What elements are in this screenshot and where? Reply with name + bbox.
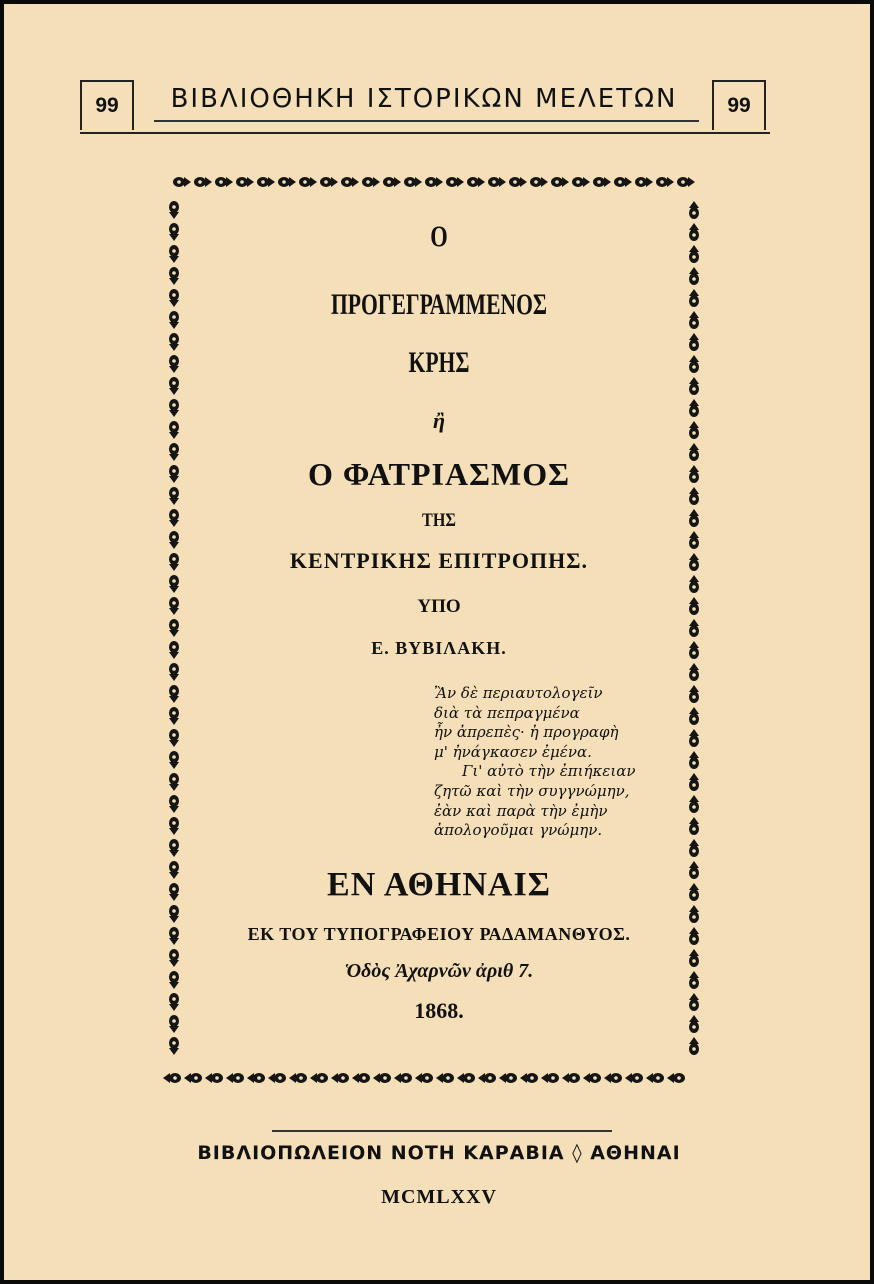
fleuron-ornament [689,223,699,241]
fleuron-ornament [520,1073,538,1083]
fleuron-ornament [169,663,179,681]
fleuron-ornament [169,509,179,527]
fleuron-ornament [169,1037,179,1055]
fleuron-ornament [625,1073,643,1083]
reprint-year: MCMLXXV [381,1186,497,1208]
fleuron-ornament [656,177,674,187]
fleuron-ornament [572,177,590,187]
epigraph-line: Ἂν δὲ περιαυτολογεῖν [434,684,603,702]
fleuron-ornament [341,177,359,187]
fleuron-ornament [169,267,179,285]
fleuron-ornament [169,377,179,395]
fleuron-ornament [667,1073,685,1083]
fleuron-ornament [689,795,699,813]
ornament-row-top [173,177,695,187]
fleuron-ornament [169,223,179,241]
fleuron-ornament [530,177,548,187]
series-number-left: 99 [80,80,134,130]
fleuron-ornament [509,177,527,187]
fleuron-ornament [499,1073,517,1083]
fleuron-ornament [299,177,317,187]
fleuron-ornament [215,177,233,187]
fleuron-ornament [689,817,699,835]
fleuron-ornament [689,619,699,637]
fleuron-ornament [689,311,699,329]
fleuron-ornament [169,201,179,219]
fleuron-ornament [169,575,179,593]
fleuron-ornament [289,1073,307,1083]
fleuron-ornament [689,267,699,285]
fleuron-ornament [689,575,699,593]
imprint-press: ΕΚ ΤΟΥ ΤΥΠΟΓΡΑΦΕΙΟΥ ΡΑΔΑΜΑΝΘΥΟΣ. [247,924,631,944]
fleuron-ornament [331,1073,349,1083]
fleuron-ornament [604,1073,622,1083]
epigraph-line: ἐὰν καὶ παρὰ τὴν ἐμὴν [434,801,608,820]
subtitle-line-1: Ο ΦΑΤΡΙΑΣΜΟΣ [307,456,571,492]
fleuron-ornament [226,1073,244,1083]
fleuron-ornament [677,177,695,187]
fleuron-ornament [446,177,464,187]
fleuron-ornament [689,377,699,395]
imprint-place: ΕΝ ΑΘΗΝΑΙΣ [327,866,551,903]
fleuron-ornament [689,201,699,219]
fleuron-ornament [278,177,296,187]
fleuron-ornament [689,663,699,681]
fleuron-ornament [689,729,699,747]
epigraph-line: μ' ἠνάγκασεν ἐμένα. [434,742,592,761]
title-line-1: ΠΡΟΓΕΓΡΑΜΜΕΝΟΣ [330,288,547,321]
fleuron-ornament [247,1073,265,1083]
fleuron-ornament [169,773,179,791]
fleuron-ornament [467,177,485,187]
title-article: Ο [430,220,448,253]
fleuron-ornament [320,177,338,187]
fleuron-ornament [689,355,699,373]
publisher-rule [272,1130,612,1132]
fleuron-ornament [551,177,569,187]
fleuron-ornament [457,1073,475,1083]
fleuron-ornament [169,751,179,769]
fleuron-ornament [689,751,699,769]
author-name: Ε. ΒΥΒΙΛΑΚΗ. [371,638,507,658]
fleuron-ornament [169,795,179,813]
epigraph [434,684,664,841]
fleuron-ornament [394,1073,412,1083]
fleuron-ornament [169,817,179,835]
fleuron-ornament [689,531,699,549]
epigraph-line: ἦν ἀπρεπὲς· ἡ προγραφὴ [434,723,619,742]
fleuron-ornament [689,245,699,263]
fleuron-ornament [635,177,653,187]
author-prefix: ΥΠΟ [417,596,461,617]
fleuron-ornament [689,509,699,527]
fleuron-ornament [169,333,179,351]
fleuron-ornament [425,177,443,187]
fleuron-ornament [583,1073,601,1083]
fleuron-ornament [415,1073,433,1083]
fleuron-ornament [169,355,179,373]
fleuron-ornament [169,905,179,923]
fleuron-ornament [169,289,179,307]
fleuron-ornament [562,1073,580,1083]
fleuron-ornament [169,619,179,637]
epigraph-line: Γι' αὐτὸ τὴν ἐπιήκειαν [462,762,636,781]
fleuron-ornament [689,685,699,703]
fleuron-ornament [310,1073,328,1083]
fleuron-ornament [169,311,179,329]
fleuron-ornament [373,1073,391,1083]
fleuron-ornament [205,1073,223,1083]
fleuron-ornament [436,1073,454,1083]
fleuron-ornament [689,905,699,923]
reprint-publisher: ΒΙΒΛΙΟΠΩΛΕΙΟΝ ΝΟΤΗ ΚΑΡΑΒΙΑ ◊ ΑΘΗΝΑΙ [197,1142,681,1164]
fleuron-ornament [689,1037,699,1055]
fleuron-ornament [169,245,179,263]
title-line-2: ΚΡΗΣ [408,346,470,379]
fleuron-ornament [268,1073,286,1083]
fleuron-ornament [593,177,611,187]
fleuron-ornament [169,729,179,747]
title-conjunction: ἢ [432,408,446,433]
epigraph-line: ζητῶ καὶ τὴν συγγνώμην, [434,781,630,800]
fleuron-ornament [689,333,699,351]
fleuron-ornament [646,1073,664,1083]
fleuron-ornament [169,839,179,857]
fleuron-ornament [169,531,179,549]
fleuron-ornament [173,177,191,187]
fleuron-ornament [689,707,699,725]
fleuron-ornament [362,177,380,187]
book-cover [4,4,870,1280]
ornament-row-bottom [163,1073,685,1083]
fleuron-ornament [689,839,699,857]
imprint-street: Ὁδὸς Ἀχαρνῶν ἀριθ 7. [344,960,534,982]
fleuron-ornament [169,707,179,725]
fleuron-ornament [236,177,254,187]
fleuron-ornament [163,1073,181,1083]
fleuron-ornament [194,177,212,187]
fleuron-ornament [614,177,632,187]
fleuron-ornament [478,1073,496,1083]
fleuron-ornament [689,773,699,791]
epigraph-line: διὰ τὰ πεπραγμένα [434,703,580,722]
subtitle-line-2: ΚΕΝΤΡΙΚΗΣ ΕΠΙΤΡΟΠΗΣ. [289,548,589,573]
subtitle-genitive: ΤΗΣ [422,510,456,531]
fleuron-ornament [488,177,506,187]
series-number-right: 99 [712,80,766,130]
fleuron-ornament [169,685,179,703]
imprint-year: 1868. [414,998,464,1023]
fleuron-ornament [383,177,401,187]
fleuron-ornament [257,177,275,187]
fleuron-ornament [541,1073,559,1083]
epigraph-line: ἀπολογοῦμαι γνώμην. [434,821,603,840]
series-title: ΒΙΒΛΙΟΘΗΚΗ ΙΣΤΟΡΙΚΩΝ ΜΕΛΕΤΩΝ [170,84,678,114]
fleuron-ornament [689,289,699,307]
fleuron-ornament [404,177,422,187]
fleuron-ornament [184,1073,202,1083]
fleuron-ornament [352,1073,370,1083]
